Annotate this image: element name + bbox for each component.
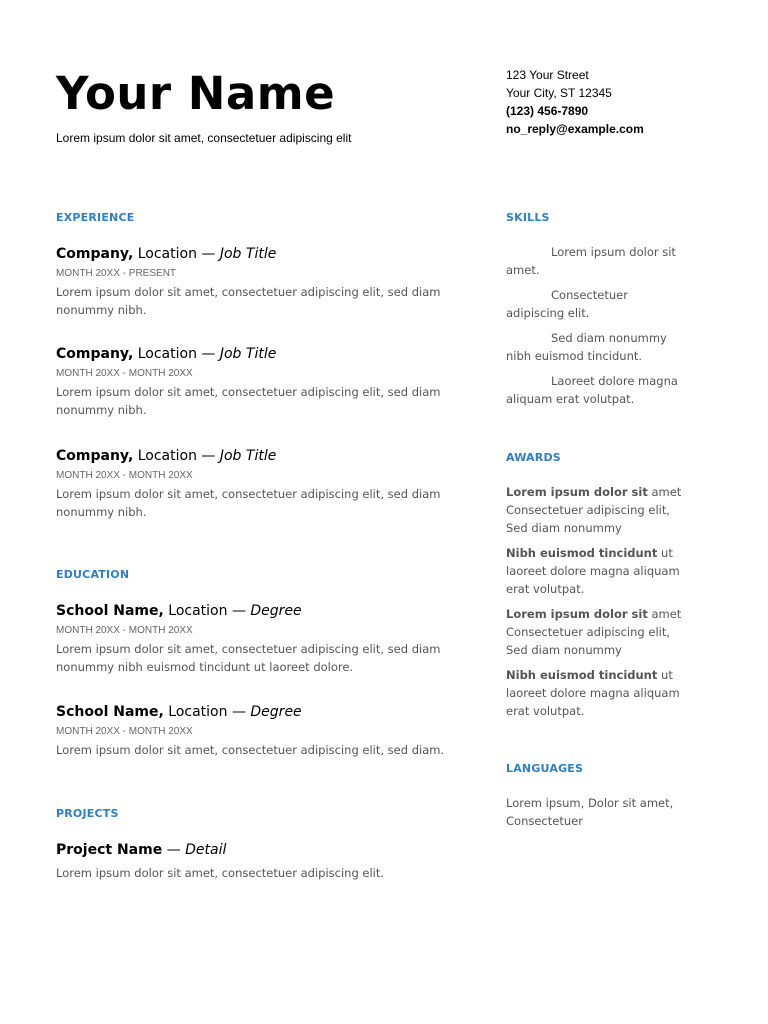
award-name: Nibh euismod tincidunt: [506, 668, 658, 682]
experience-entry: [56, 345, 456, 419]
entry-description: Lorem ipsum dolor sit amet, consectetuer adipiscing elit, sed diam.: [56, 743, 445, 757]
entry-title: [56, 345, 456, 363]
contact-street: 123 Your Street: [506, 68, 589, 82]
entry-description: Lorem ipsum dolor sit amet, consectetuer adipiscing elit, sed diam nonummy nibh.: [56, 385, 441, 417]
entry-title: [56, 245, 456, 263]
award-text: amet Consectetuer adipiscing elit, Sed diam nonummy: [506, 485, 682, 535]
education-entry: [56, 703, 456, 759]
award-text: ut laoreet dolore magna aliquam erat volutpat.: [506, 668, 680, 718]
languages-text: Lorem ipsum, Dolor sit amet, Consectetuer: [506, 796, 674, 828]
award-item: [506, 605, 686, 659]
awards-title: AWARDS: [506, 451, 561, 464]
entry-title: [56, 602, 456, 620]
project-name: Project Name: [56, 842, 163, 858]
separator: —: [162, 842, 186, 858]
award-name: Nibh euismod tincidunt: [506, 546, 658, 560]
name-heading: Your Name: [56, 67, 336, 120]
company-name: Company,: [56, 246, 134, 262]
award-item: [506, 666, 686, 720]
skill-item: Laoreet dolore magna aliquam erat volutpat.: [506, 374, 678, 406]
experience-entry: [56, 447, 456, 521]
location: Location —: [133, 346, 220, 362]
entry-date: MONTH 20XX - MONTH 20XX: [56, 726, 193, 737]
languages-title: LANGUAGES: [506, 762, 584, 775]
skill-item: Consectetuer adipiscing elit.: [506, 288, 628, 320]
award-item: [506, 483, 686, 537]
projects-title: PROJECTS: [56, 807, 119, 820]
award-item: [506, 544, 686, 598]
job-title: Job Title: [219, 246, 277, 262]
job-title: Job Title: [219, 448, 277, 464]
company-name: Company,: [56, 448, 134, 464]
header: [56, 66, 476, 145]
entry-title: [56, 703, 456, 721]
entry-description: Lorem ipsum dolor sit amet, consectetuer adipiscing elit, sed diam nonummy nibh.: [56, 487, 441, 519]
skill-item: Sed diam nonummy nibh euismod tincidunt.: [506, 331, 667, 363]
education-title: EDUCATION: [56, 568, 130, 581]
award-text: amet Consectetuer adipiscing elit, Sed diam nonummy: [506, 607, 682, 657]
company-name: Company,: [56, 346, 134, 362]
award-name: Lorem ipsum dolor sit: [506, 485, 648, 499]
contact-email: no_reply@example.com: [506, 122, 644, 136]
entry-description: Lorem ipsum dolor sit amet, consectetuer adipiscing elit, sed diam nonummy nibh.: [56, 285, 441, 317]
skill-item: Lorem ipsum dolor sit amet.: [506, 245, 676, 277]
school-name: School Name,: [56, 704, 164, 720]
entry-date: MONTH 20XX - MONTH 20XX: [56, 625, 193, 636]
tagline: Lorem ipsum dolor sit amet, consectetuer adipiscing elit: [56, 131, 352, 145]
education-entry: [56, 602, 456, 676]
entry-title: [56, 841, 456, 859]
entry-description: Lorem ipsum dolor sit amet, consectetuer adipiscing elit.: [56, 866, 385, 880]
location: Location —: [163, 704, 251, 720]
school-name: School Name,: [56, 603, 164, 619]
entry-title: [56, 447, 456, 465]
contact-city: Your City, ST 12345: [506, 86, 612, 100]
degree: Degree: [250, 704, 302, 720]
location: Location —: [133, 448, 220, 464]
contact-phone: (123) 456-7890: [506, 104, 589, 118]
award-text: ut laoreet dolore magna aliquam erat volutpat.: [506, 546, 680, 596]
entry-date: MONTH 20XX - PRESENT: [56, 268, 177, 279]
entry-description: Lorem ipsum dolor sit amet, consectetuer adipiscing elit, sed diam nonummy nibh euismod tincidunt ut laoreet dolore.: [56, 642, 441, 674]
awards-list: [506, 483, 686, 720]
experience-entry: [56, 245, 456, 319]
experience-title: EXPERIENCE: [56, 211, 135, 224]
location: Location —: [163, 603, 251, 619]
skills-list: [506, 243, 684, 408]
entry-date: MONTH 20XX - MONTH 20XX: [56, 470, 193, 481]
project-detail: Detail: [185, 842, 227, 858]
degree: Degree: [250, 603, 302, 619]
entry-date: MONTH 20XX - MONTH 20XX: [56, 368, 193, 379]
job-title: Job Title: [219, 346, 277, 362]
location: Location —: [133, 246, 220, 262]
award-name: Lorem ipsum dolor sit: [506, 607, 648, 621]
project-entry: [56, 841, 456, 882]
skills-title: SKILLS: [506, 211, 550, 224]
contact-block: [506, 66, 726, 138]
